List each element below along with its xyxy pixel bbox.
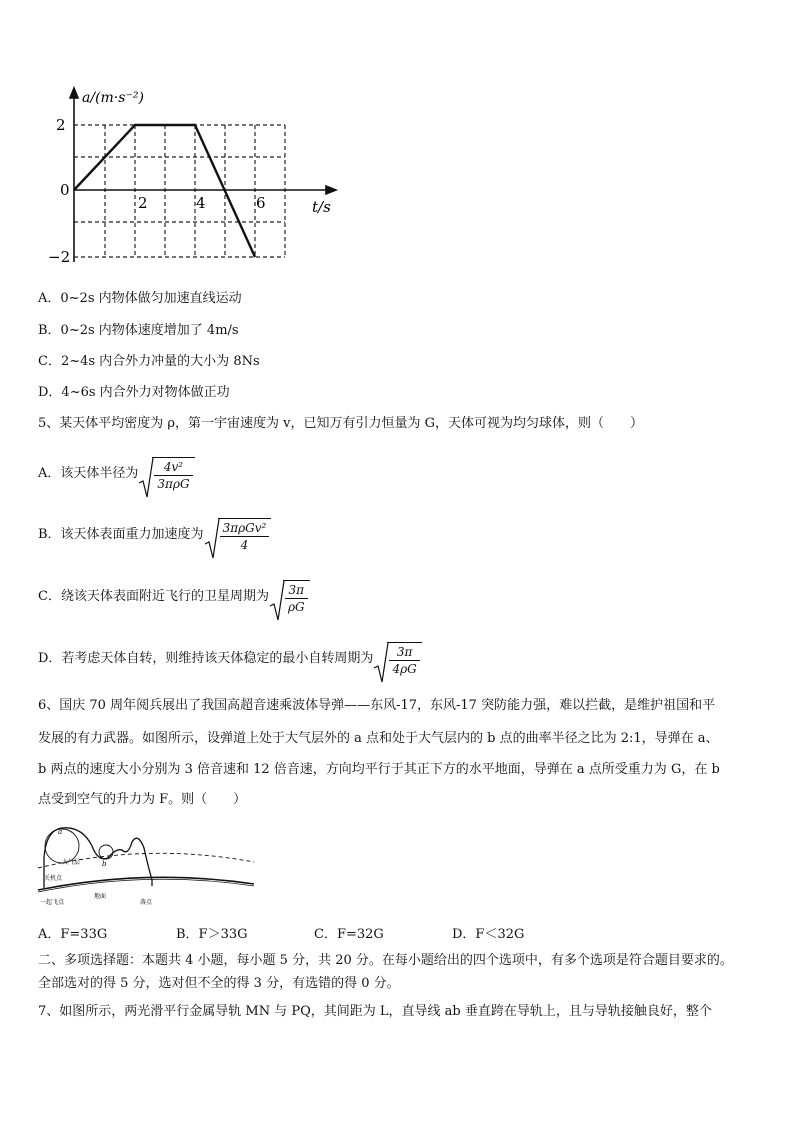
x-axis-label: t/s (312, 198, 331, 216)
q5-b-den: 4 (240, 537, 249, 552)
section2-heading-line-1: 二、多项选择题：本题共 4 小题，每小题 5 分，共 20 分。在每小题给出的四个选项中，有多个选项是符合题目要求的。 (38, 953, 733, 968)
sqrt-a (138, 457, 194, 492)
q4-option-d: D．4~6s 内合外力对物体做正功 (38, 385, 230, 400)
missile-trajectory-figure (36, 822, 256, 910)
q4-option-a: A．0~2s 内物体做匀加速直线运动 (38, 291, 242, 306)
q5-stem: 5、某天体平均密度为 ρ，第一宇宙速度为 v，已知万有引力恒量为 G，天体可视为均匀球体，则（ ） (38, 416, 644, 431)
shutdown-point-label: 关机点 (44, 875, 63, 882)
q5-a-den: 3πρG (157, 476, 190, 491)
q5-a-num: 4v² (154, 459, 192, 476)
q5-option-d-text: D．若考虑天体自转，则维持该天体稳定的最小自转周期为 (38, 651, 374, 666)
atmosphere-label: 大气层 (62, 859, 81, 866)
acceleration-time-graph (40, 82, 340, 272)
x-tick-6: 6 (256, 194, 266, 212)
q6-option-c: C．F=32G (314, 927, 384, 942)
q6-line-3: b 两点的速度大小分别为 3 倍音速和 12 倍音速，方向均平行于其正下方的水平地面，导弹在 a 点所受重力为 G，在 b (38, 762, 720, 777)
q6-line-4: 点受到空气的升力为 F。则（ ） (38, 792, 247, 807)
q7-line-1: 7、如图所示，两光滑平行金属导轨 MN 与 PQ，其间距为 L，直导线 ab 垂直跨在导轨上，且与导轨接触良好，整个 (38, 1004, 712, 1019)
y-tick-2: 2 (56, 116, 66, 134)
q5-option-b-text: B．该天体表面重力加速度为 (38, 527, 204, 542)
q6-line-1: 6、国庆 70 周年阅兵展出了我国高超音速乘波体导弹——东风-17，东风-17 突防能力强，难以拦截，是维护祖国和平 (38, 698, 716, 713)
q5-option-b (38, 513, 271, 557)
sqrt-b (204, 518, 272, 553)
q5-option-a (38, 452, 195, 496)
q5-c-den: ρG (287, 599, 305, 614)
sqrt-c (269, 580, 310, 615)
q5-option-a-text: A．该天体半径为 (38, 466, 139, 481)
q4-option-b: B．0~2s 内物体速度增加了 4m/s (38, 323, 239, 338)
sqrt-d (373, 642, 421, 677)
q6-option-b: B．F＞33G (176, 927, 248, 942)
launch-point-label: 一起飞点 (40, 899, 65, 906)
q5-option-c-text: C．绕该天体表面附近飞行的卫星周期为 (38, 589, 269, 604)
q5-b-num: 3πρGv² (220, 520, 270, 537)
y-tick-neg2: −2 (48, 248, 71, 266)
y-tick-0: 0 (60, 181, 70, 199)
q5-option-d (38, 637, 422, 681)
ground-label: 地面 (94, 893, 107, 900)
x-tick-4: 4 (196, 194, 206, 212)
point-a-label: a (58, 828, 63, 836)
q5-d-num: 3π (389, 644, 419, 661)
point-b-label: b (102, 860, 107, 868)
q4-option-c: C．2~4s 内合外力冲量的大小为 8Ns (38, 354, 260, 369)
q5-c-num: 3π (285, 582, 308, 599)
x-tick-2: 2 (138, 194, 148, 212)
q6-option-a: A．F=33G (38, 927, 108, 942)
section2-heading-line-2: 全部选对的得 5 分，选对但不全的得 3 分，有选错的得 0 分。 (38, 976, 400, 991)
y-axis-label: a/(m·s⁻²) (82, 90, 144, 106)
q5-option-c (38, 575, 310, 619)
impact-point-label: 落点 (140, 899, 153, 906)
q6-option-d: D．F＜32G (452, 927, 525, 942)
q6-line-2: 发展的有力武器。如图所示，设弹道上处于大气层外的 a 点和处于大气层内的 b 点的曲率半径之比为 2:1，导弹在 a、 (38, 731, 719, 746)
q5-d-den: 4ρG (392, 661, 417, 676)
